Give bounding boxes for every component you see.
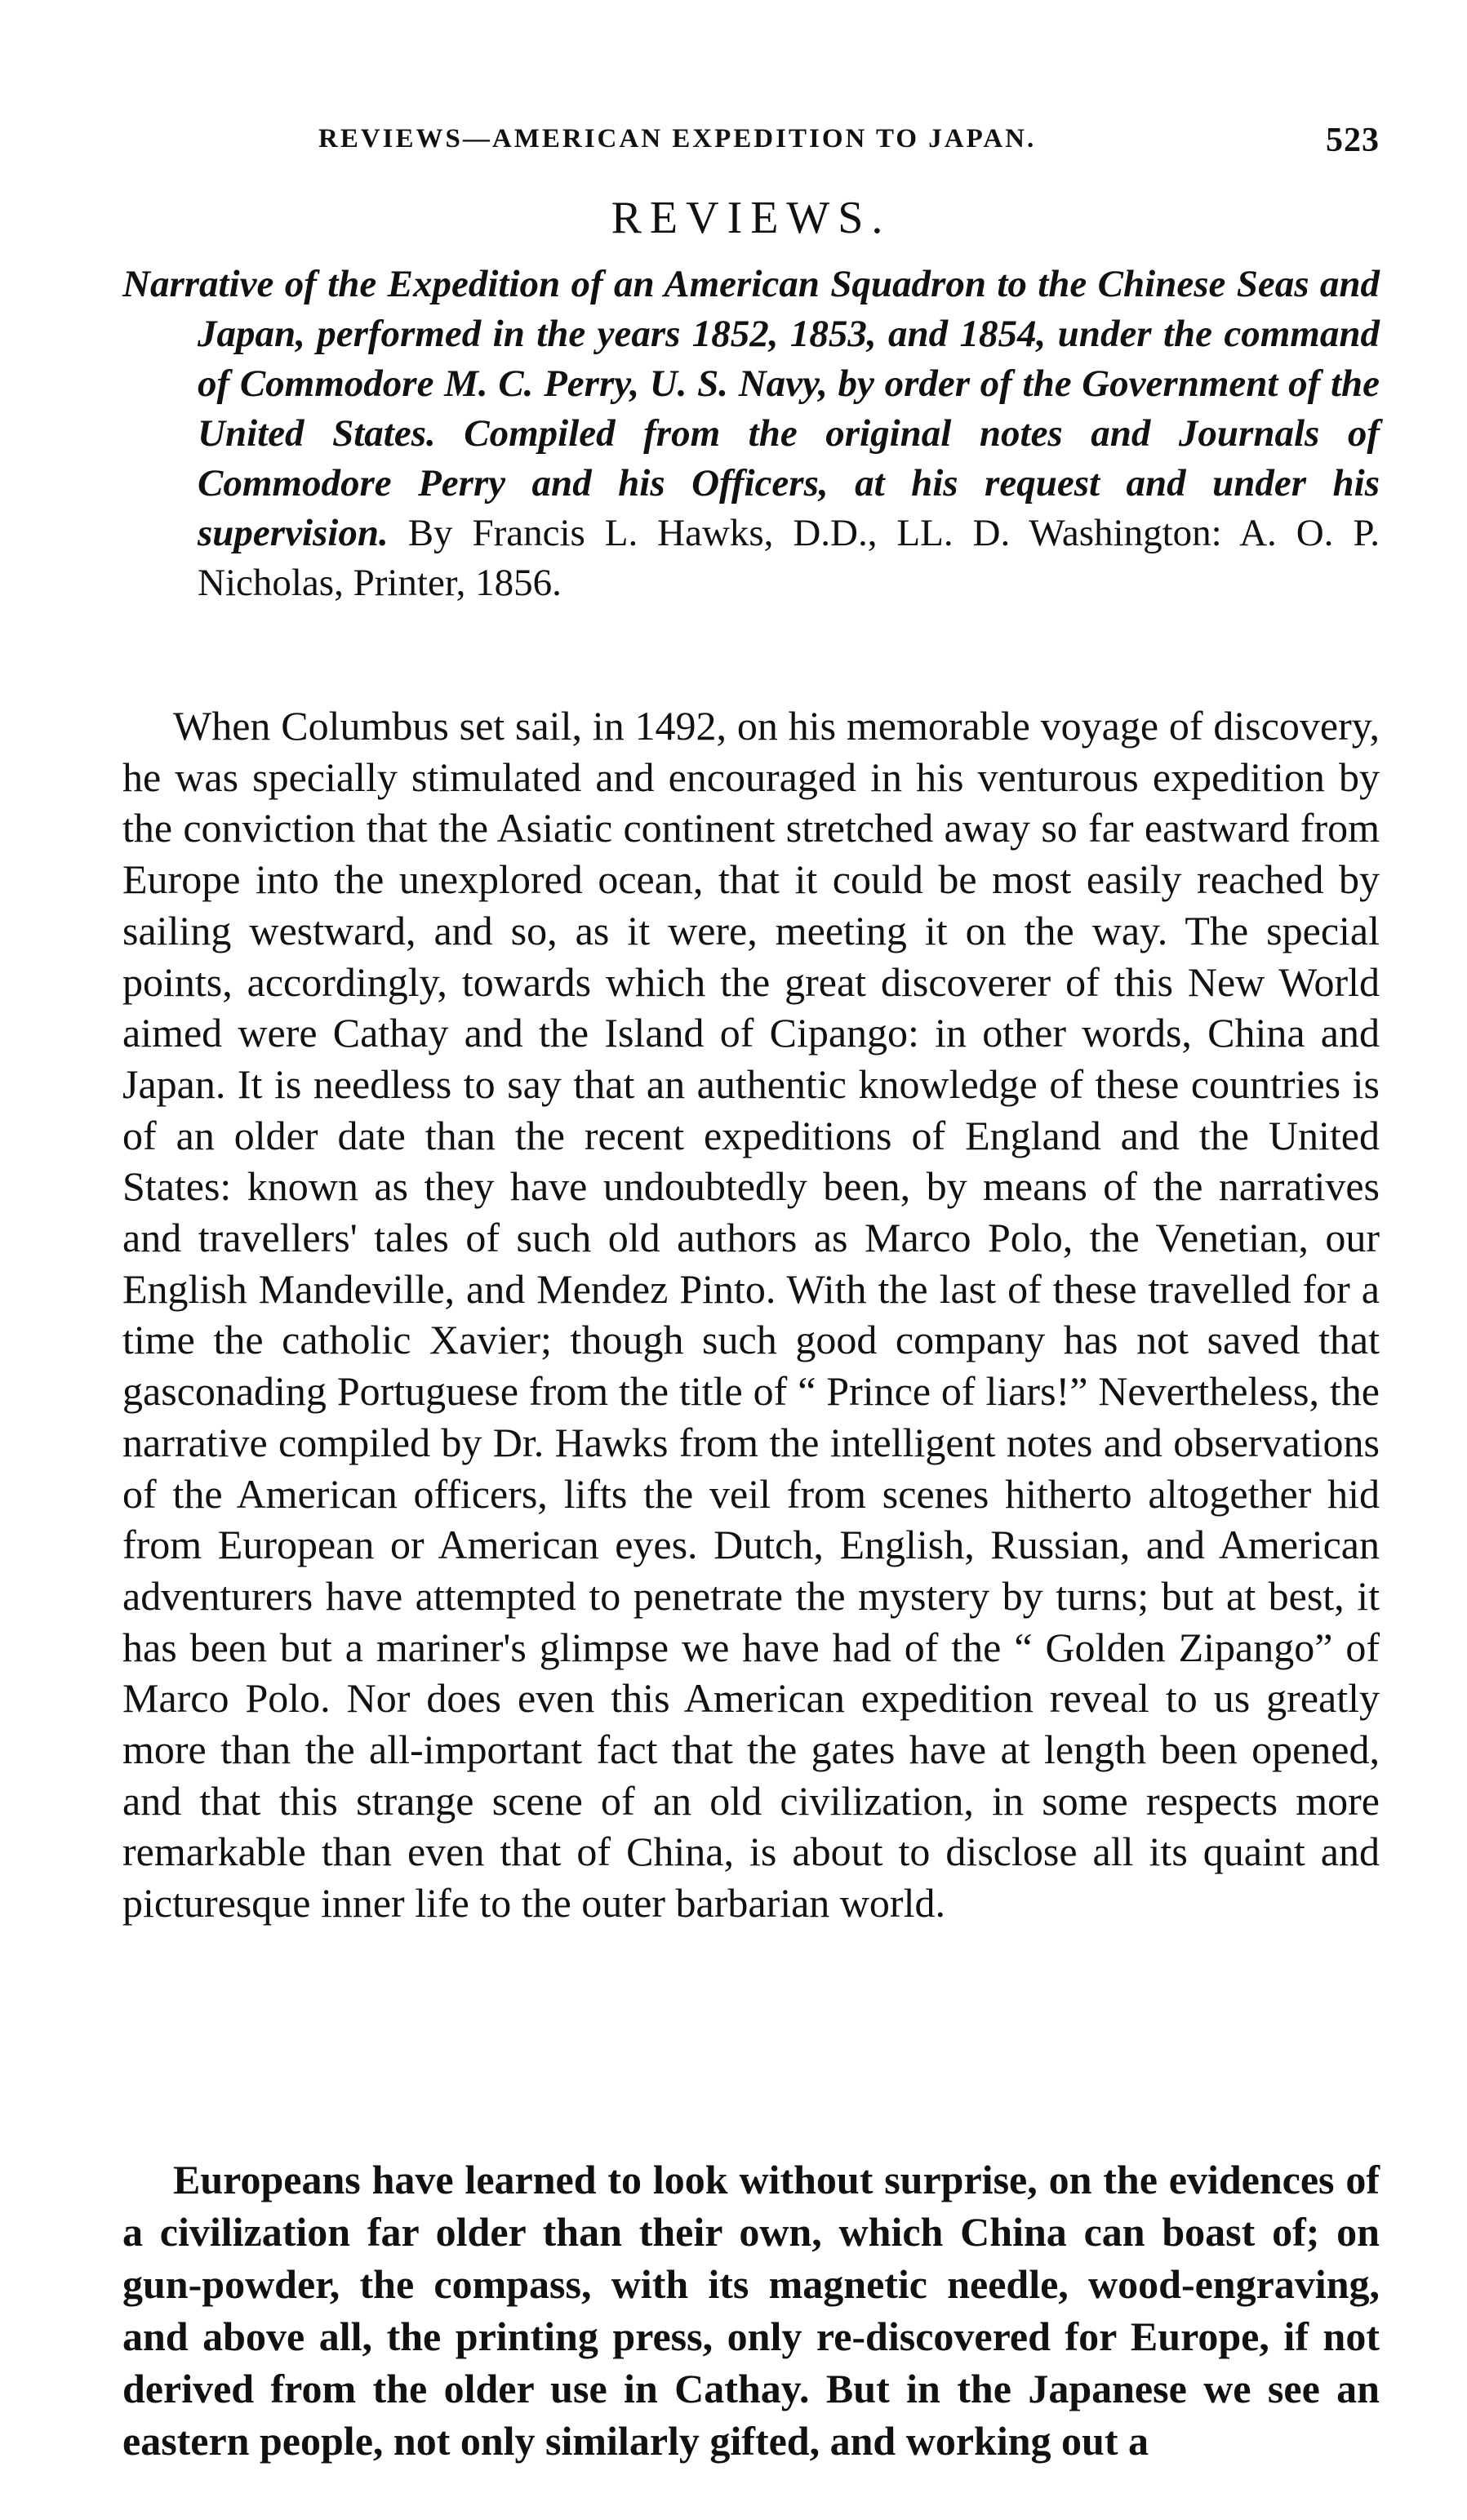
page-number: 523 [1326, 122, 1380, 159]
body-paragraph-1: When Columbus set sail, in 1492, on his memorable voyage of discovery, he was specially stimulated and encouraged in his venturous expedition by the conviction that the Asiatic continent stretched away so far eastward from Europe into the unexplored ocean, that it could be most easily reached by sailing westward, and so, as it were, meeting it on the way. The special points, accordingly, towards which the great discoverer of this New World aimed were Cathay and the Island of Cipango: in other words, China and Japan. It is needless to say that an authentic knowledge of these countries is of an older date than the recent expeditions of England and the United States: known as they have undoubtedly been, by means of the narratives and travellers' tales of such old authors as Marco Polo, the Venetian, our English Mandeville, and Mendez Pinto. With the last of these travelled for a time the catholic Xavier; though such good company has not saved that gasconading Portuguese from the title of “ Prince of liars!” Nevertheless, the narrative compiled by Dr. Hawks from the intelligent notes and observations of the American officers, lifts the veil from scenes hitherto altogether hid from European or American eyes. Dutch, English, Russian, and American adventurers have attempted to penetrate the mystery by turns; but at best, it has been but a mariner's glimpse we have had of the “ Golden Zipango” of Marco Polo. Nor does even this American expedition reveal to us greatly more than the all-important fact that the gates have at length been opened, and that this strange scene of an old civilization, in some respects more remarkable than even that of China, is about to disclose all its quaint and picturesque inner life to the outer barbarian world. [122, 703, 1380, 1927]
running-head [318, 124, 1380, 165]
section-heading: REVIEWS. [611, 193, 891, 243]
citation-author-imprint: By Francis L. Hawks, D.D., LL. D. Washington: A. O. P. Nicholas, Printer, 1856. [198, 512, 1380, 604]
citation-title: Narrative of the Expedition of an American Squadron to the Chinese Seas and Japan, performed in the years 1852, 1853, and 1854, under the command of Commodore M. C. Perry, U. S. Navy, by order of the Government of the United States. Compiled from the original notes and Journals of Commodore Perry and his Officers, at his request and under his supervision. [122, 263, 1380, 554]
book-page [122, 0, 1380, 2520]
book-citation [122, 260, 1380, 608]
running-title: REVIEWS—AMERICAN EXPEDITION TO JAPAN. [318, 124, 1037, 153]
body-paragraph-2: Europeans have learned to look without surprise, on the evidences of a civilization far older than their own, which China can boast of; on gun-powder, the compass, with its magnetic needle, wood-engraving, and above all, the printing press, only re-discovered for Europe, if not derived from the older use in Cathay. But in the Japanese we see an eastern people, not only similarly gifted, and working out a [122, 2157, 1380, 2464]
citation-text [122, 260, 1380, 608]
